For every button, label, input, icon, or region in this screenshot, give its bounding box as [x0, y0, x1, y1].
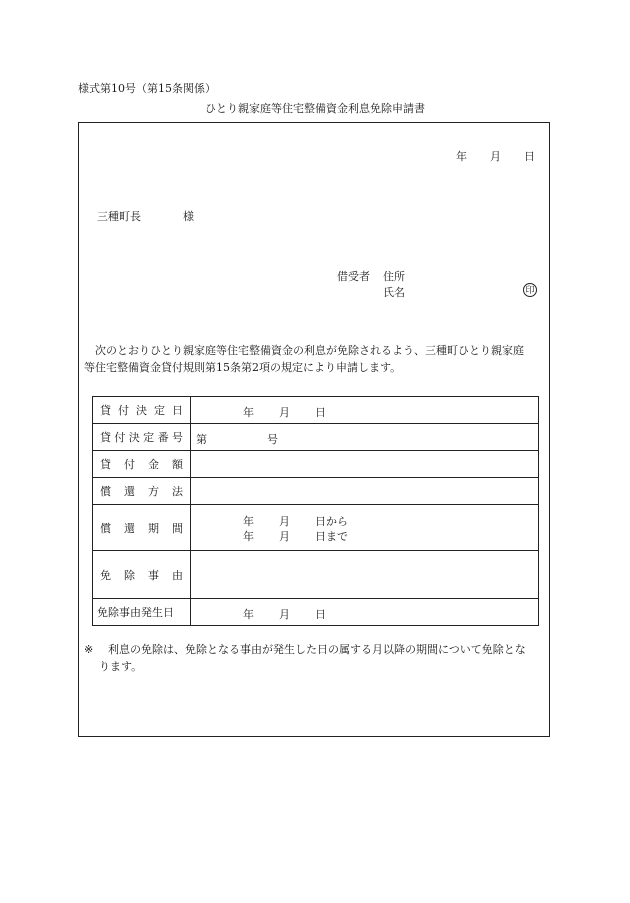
note-line-1: 利息の免除は、免除となる事由が発生した日の属する月以降の期間について免除とな — [108, 643, 526, 656]
label-char: 間 — [172, 521, 183, 535]
to-month-label: 月 — [279, 529, 290, 543]
loan-info-table — [92, 396, 539, 626]
repayment-method-field[interactable] — [191, 478, 539, 505]
year-label: 年 — [243, 607, 254, 621]
label-char: 免 — [100, 568, 111, 582]
label-char: 償 — [100, 485, 111, 498]
label-char: 決 — [128, 431, 140, 444]
label-text: 免除事由発生日 — [97, 606, 174, 619]
month-label: 月 — [279, 405, 290, 419]
label-char: 事 — [148, 568, 159, 582]
number-prefix: 第 — [196, 432, 207, 446]
table-row-reason-date — [93, 599, 539, 626]
note-mark: ※ — [84, 643, 94, 656]
reason-date-field[interactable] — [191, 599, 539, 626]
row-label — [93, 505, 191, 551]
label-char: 方 — [148, 485, 159, 498]
date-day-label: 日 — [524, 150, 535, 163]
label-char: 還 — [124, 485, 135, 498]
label-char: 付 — [124, 458, 135, 471]
row-label — [93, 599, 191, 626]
address-label: 住所 — [383, 270, 405, 283]
label-char: 付 — [118, 404, 129, 417]
exemption-reason-field[interactable] — [191, 551, 539, 599]
label-char: 定 — [154, 404, 165, 417]
date-month-label: 月 — [490, 150, 501, 163]
borrower-label: 借受者 — [337, 270, 370, 283]
label-char: 法 — [172, 485, 183, 498]
label-char: 期 — [148, 521, 159, 535]
label-char: 番 — [157, 431, 169, 444]
document-title: ひとり親家庭等住宅整備資金利息免除申請書 — [205, 102, 425, 115]
row-label — [93, 478, 191, 505]
label-char: 付 — [114, 431, 126, 444]
table-row-repayment-period — [93, 505, 539, 551]
number-suffix: 号 — [267, 432, 278, 446]
footnote — [84, 641, 550, 675]
label-char: 還 — [124, 521, 135, 535]
label-char: 除 — [124, 568, 135, 582]
from-day-label: 日から — [315, 514, 348, 528]
label-char: 由 — [172, 568, 183, 582]
name-label: 氏名 — [383, 286, 405, 299]
form-number: 様式第10号（第15条関係） — [78, 82, 216, 95]
seal-mark: 印 — [523, 283, 537, 297]
table-row-decision-date — [93, 397, 539, 424]
row-label — [93, 451, 191, 478]
day-label: 日 — [315, 607, 326, 621]
table-row-exemption-reason — [93, 551, 539, 599]
label-char: 定 — [143, 431, 155, 444]
to-year-label: 年 — [243, 529, 254, 543]
addressee — [97, 208, 194, 224]
label-char: 日 — [172, 404, 183, 417]
addressee-honorific: 様 — [183, 210, 194, 223]
label-char: 金 — [148, 458, 159, 471]
label-char: 貸 — [100, 404, 111, 417]
table-row-repayment-method — [93, 478, 539, 505]
label-char: 決 — [136, 404, 147, 417]
row-label — [93, 397, 191, 424]
request-statement — [84, 342, 546, 376]
label-char: 貸 — [100, 458, 111, 471]
day-label: 日 — [315, 405, 326, 419]
from-month-label: 月 — [279, 514, 290, 528]
from-year-label: 年 — [243, 514, 254, 528]
decision-date-field[interactable] — [191, 397, 539, 424]
table-row-loan-amount — [93, 451, 539, 478]
addressee-name: 三種町長 — [97, 210, 141, 223]
row-label — [93, 551, 191, 599]
label-char: 号 — [171, 431, 183, 444]
row-label — [93, 424, 191, 451]
year-label: 年 — [243, 405, 254, 419]
label-char: 貸 — [100, 431, 111, 444]
statement-line-2: 等住宅整備資金貸付規則第15条第2項の規定により申請します。 — [84, 361, 402, 374]
label-char: 償 — [100, 521, 111, 535]
month-label: 月 — [279, 607, 290, 621]
label-char: 額 — [172, 458, 183, 471]
date-year-label: 年 — [456, 150, 467, 163]
note-line-2: ります。 — [99, 660, 143, 673]
table-row-decision-number — [93, 424, 539, 451]
decision-number-field[interactable] — [191, 424, 539, 451]
statement-line-1: 次のとおりひとり親家庭等住宅整備資金の利息が免除されるよう、三種町ひとり親家庭 — [95, 344, 524, 357]
repayment-period-field[interactable] — [191, 505, 539, 551]
loan-amount-field[interactable] — [191, 451, 539, 478]
to-day-label: 日まで — [315, 529, 348, 543]
